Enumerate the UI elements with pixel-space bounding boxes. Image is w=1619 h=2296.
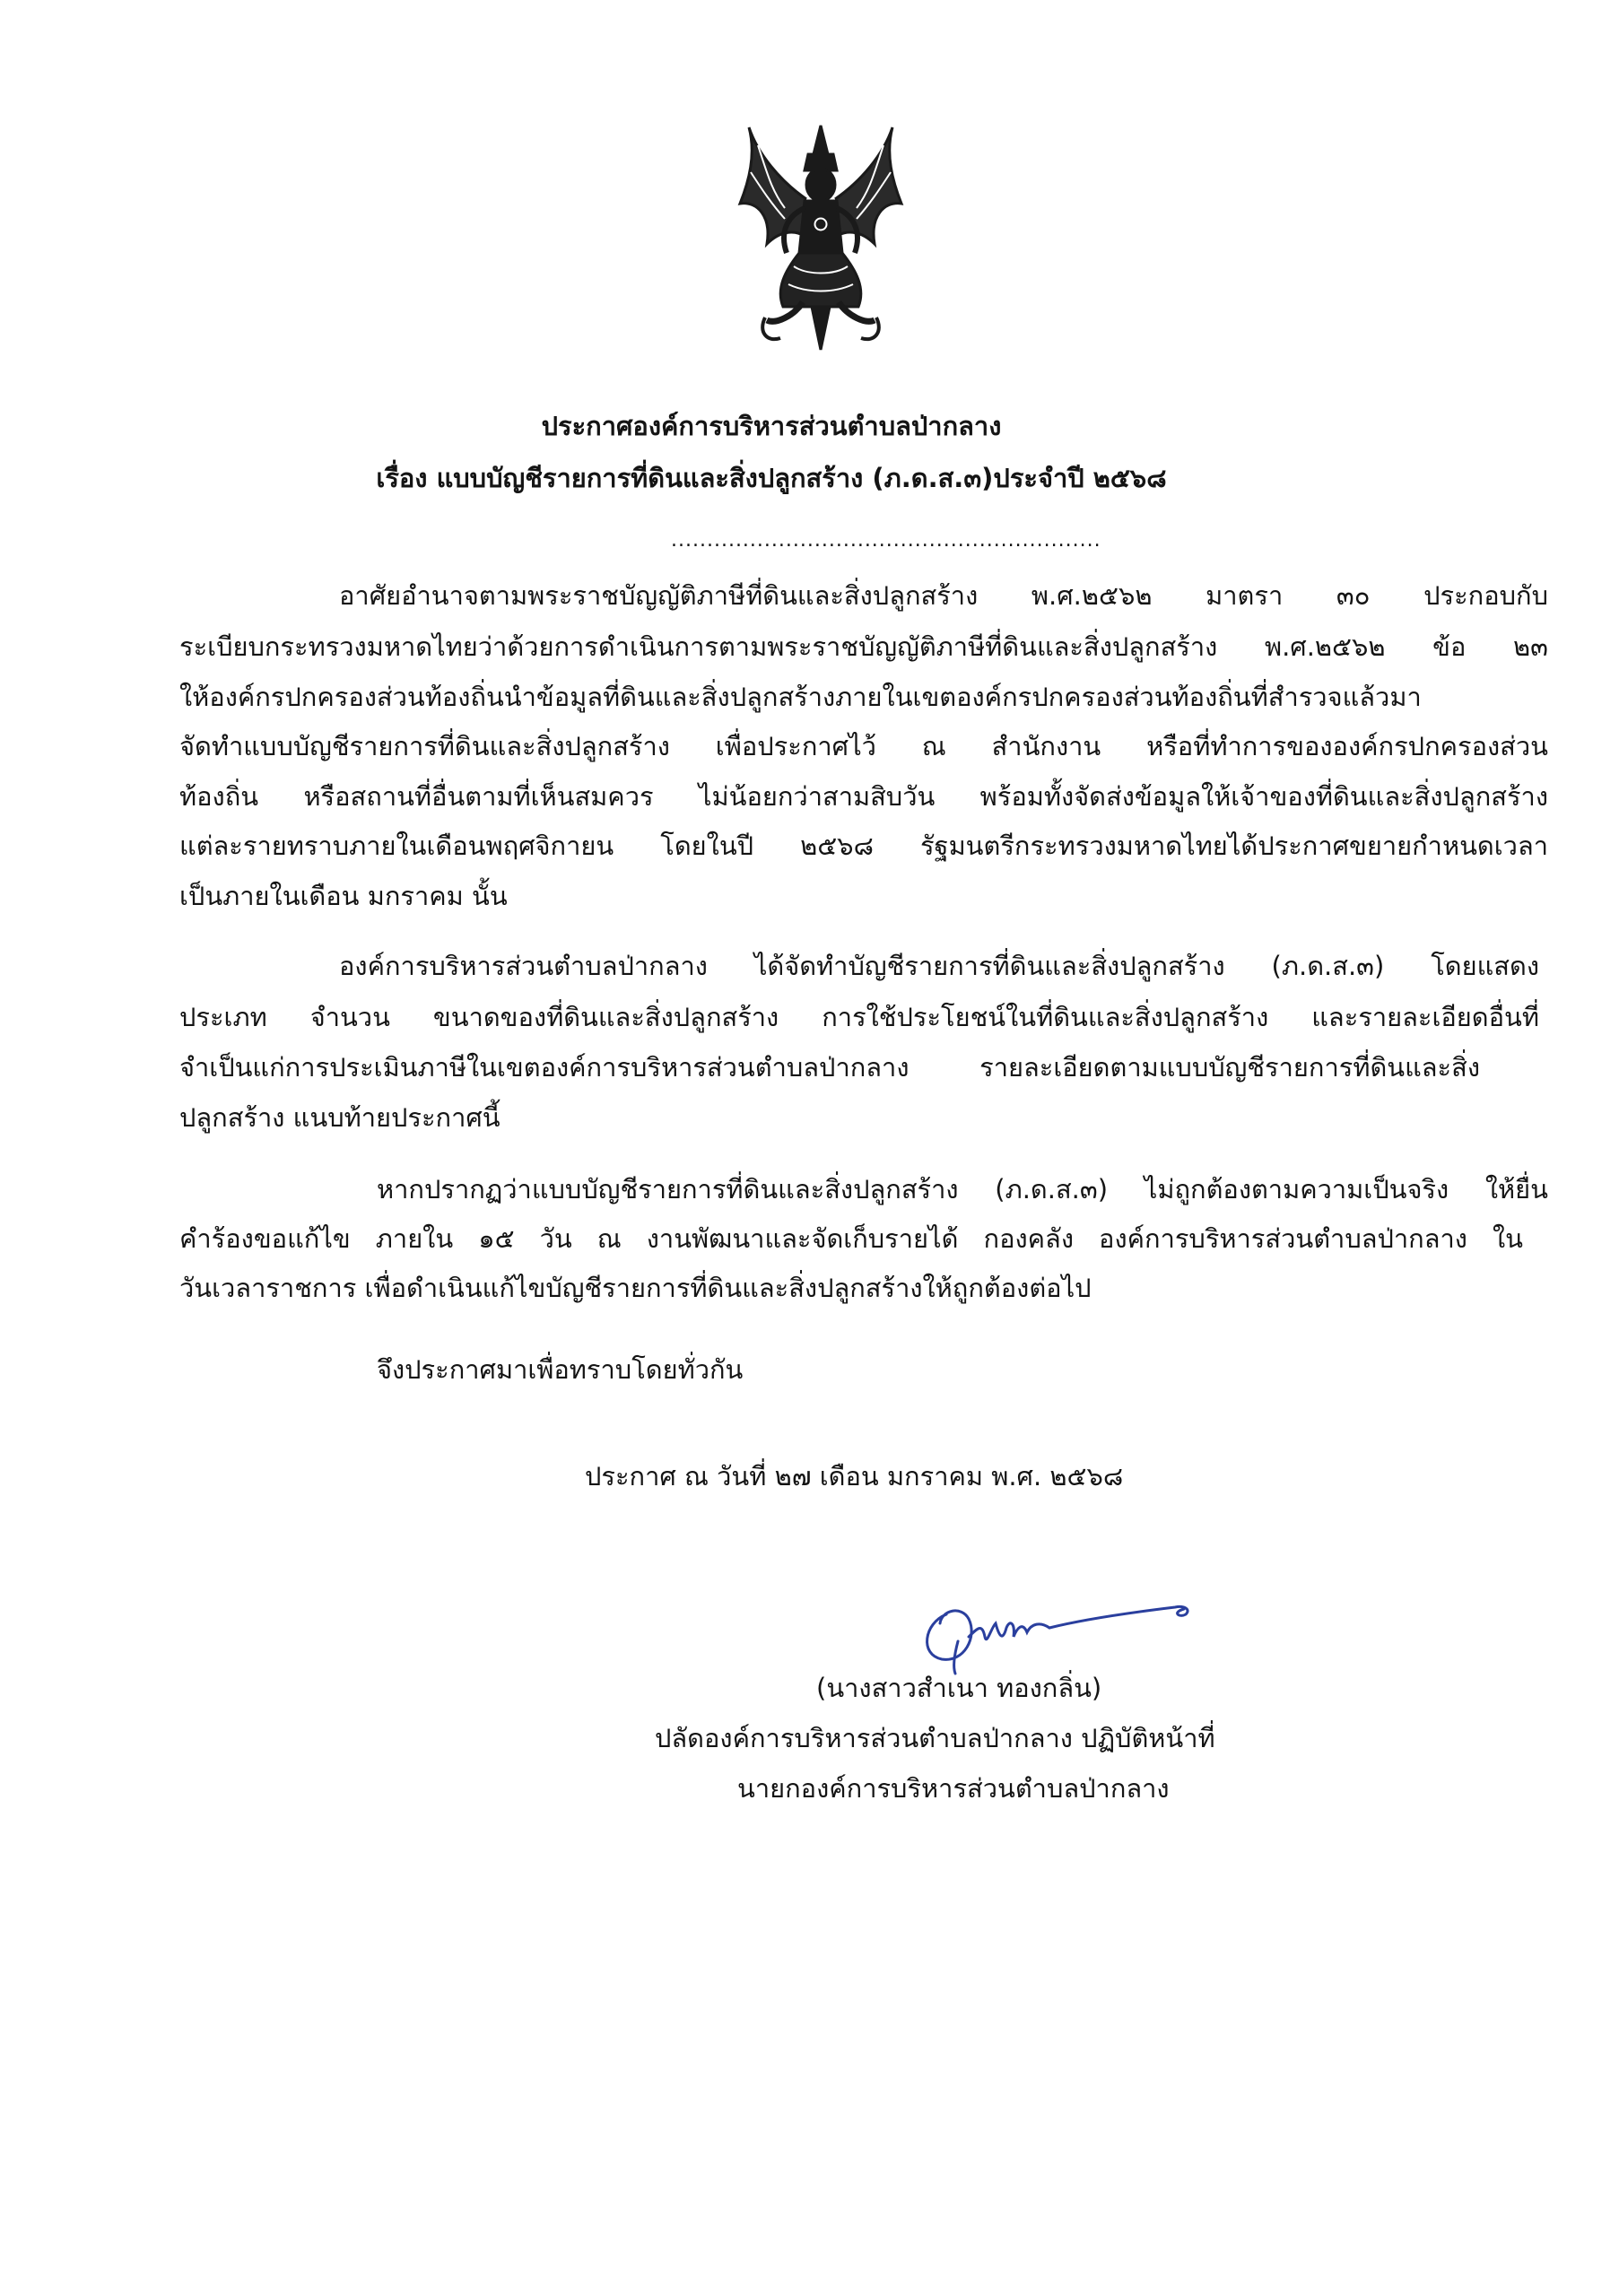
signatory-name: (นางสาวสำเนา ทองกลิ่น) bbox=[816, 1673, 1102, 1703]
garuda-emblem-icon bbox=[731, 118, 910, 356]
para3-line-2: คำร้องขอแก้ไข ภายใน ๑๕ วัน ณ งานพัฒนาและจัดเก็บรายได้ กองคลัง องค์การบริหารส่วนตำบลป่ากลาง ใน bbox=[179, 1223, 1523, 1254]
announcement-date: ประกาศ ณ วันที่ ๒๗ เดือน มกราคม พ.ศ. ๒๕๖๘ bbox=[585, 1461, 1124, 1492]
para3-line-1: หากปรากฏว่าแบบบัญชีรายการที่ดินและสิ่งปลูกสร้าง (ภ.ด.ส.๓) ไม่ถูกต้องตามความเป็นจริง ให้ยื่น bbox=[377, 1174, 1548, 1205]
title-separator: ............................................................ bbox=[671, 529, 1101, 552]
announcement-subject: เรื่อง แบบบัญชีรายการที่ดินและสิ่งปลูกสร้าง (ภ.ด.ส.๓)ประจำปี ๒๕๖๘ bbox=[376, 463, 1167, 493]
handwritten-signature bbox=[906, 1587, 1211, 1677]
announcement-title: ประกาศองค์การบริหารส่วนตำบลป่ากลาง bbox=[541, 411, 1002, 441]
para1-line-4: จัดทำแบบบัญชีรายการที่ดินและสิ่งปลูกสร้าง เพื่อประกาศไว้ ณ สำนักงาน หรือที่ทำการขององค์กรปกครองส่วน bbox=[179, 731, 1548, 761]
signatory-position: ปลัดองค์การบริหารส่วนตำบลป่ากลาง ปฏิบัติหน้าที่ bbox=[655, 1723, 1215, 1753]
para2-line-3: จำเป็นแก่การประเมินภาษีในเขตองค์การบริหารส่วนตำบลป่ากลาง รายละเอียดตามแบบบัญชีรายการที่ดินและสิ่ง bbox=[179, 1052, 1480, 1083]
para2-line-2: ประเภท จำนวน ขนาดของที่ดินและสิ่งปลูกสร้าง การใช้ประโยชน์ในที่ดินและสิ่งปลูกสร้าง และรายละเอียดอื่นที่ bbox=[179, 1002, 1539, 1032]
para1-line-6: แต่ละรายทราบภายในเดือนพฤศจิกายน โดยในปี ๒๕๖๘ รัฐมนตรีกระทรวงมหาดไทยได้ประกาศขยายกำหนดเวลา bbox=[179, 831, 1548, 861]
para1-line-3: ให้องค์กรปกครองส่วนท้องถิ่นนำข้อมูลที่ดินและสิ่งปลูกสร้างภายในเขตองค์กรปกครองส่วนท้องถิ่นที่สำรวจแล้วมา bbox=[179, 682, 1422, 712]
para1-line-5: ท้องถิ่น หรือสถานที่อื่นตามที่เห็นสมควร ไม่น้อยกว่าสามสิบวัน พร้อมทั้งจัดส่งข้อมูลให้เจ้าของที่ดินและสิ่งปลูกสร้าง bbox=[179, 781, 1548, 812]
para3-line-3: วันเวลาราชการ เพื่อดำเนินแก้ไขบัญชีรายการที่ดินและสิ่งปลูกสร้างให้ถูกต้องต่อไป bbox=[179, 1273, 1092, 1303]
closing-text: จึงประกาศมาเพื่อทราบโดยทั่วกัน bbox=[377, 1354, 744, 1385]
para2-line-1: องค์การบริหารส่วนตำบลป่ากลาง ได้จัดทำบัญชีรายการที่ดินและสิ่งปลูกสร้าง (ภ.ด.ส.๓) โดยแสดง bbox=[339, 951, 1539, 981]
para2-line-4: ปลูกสร้าง แนบท้ายประกาศนี้ bbox=[179, 1102, 500, 1133]
signatory-acting-position: นายกองค์การบริหารส่วนตำบลป่ากลาง bbox=[737, 1773, 1170, 1804]
para1-line-7: เป็นภายในเดือน มกราคม นั้น bbox=[179, 881, 508, 911]
para1-line-1: อาศัยอำนาจตามพระราชบัญญัติภาษีที่ดินและสิ่งปลูกสร้าง พ.ศ.๒๕๖๒ มาตรา ๓๐ ประกอบกับ bbox=[339, 580, 1548, 611]
para1-line-2: ระเบียบกระทรวงมหาดไทยว่าด้วยการดำเนินการตามพระราชบัญญัติภาษีที่ดินและสิ่งปลูกสร้าง พ.ศ.๒๕๖๒ ข้อ ๒๓ bbox=[179, 631, 1548, 662]
